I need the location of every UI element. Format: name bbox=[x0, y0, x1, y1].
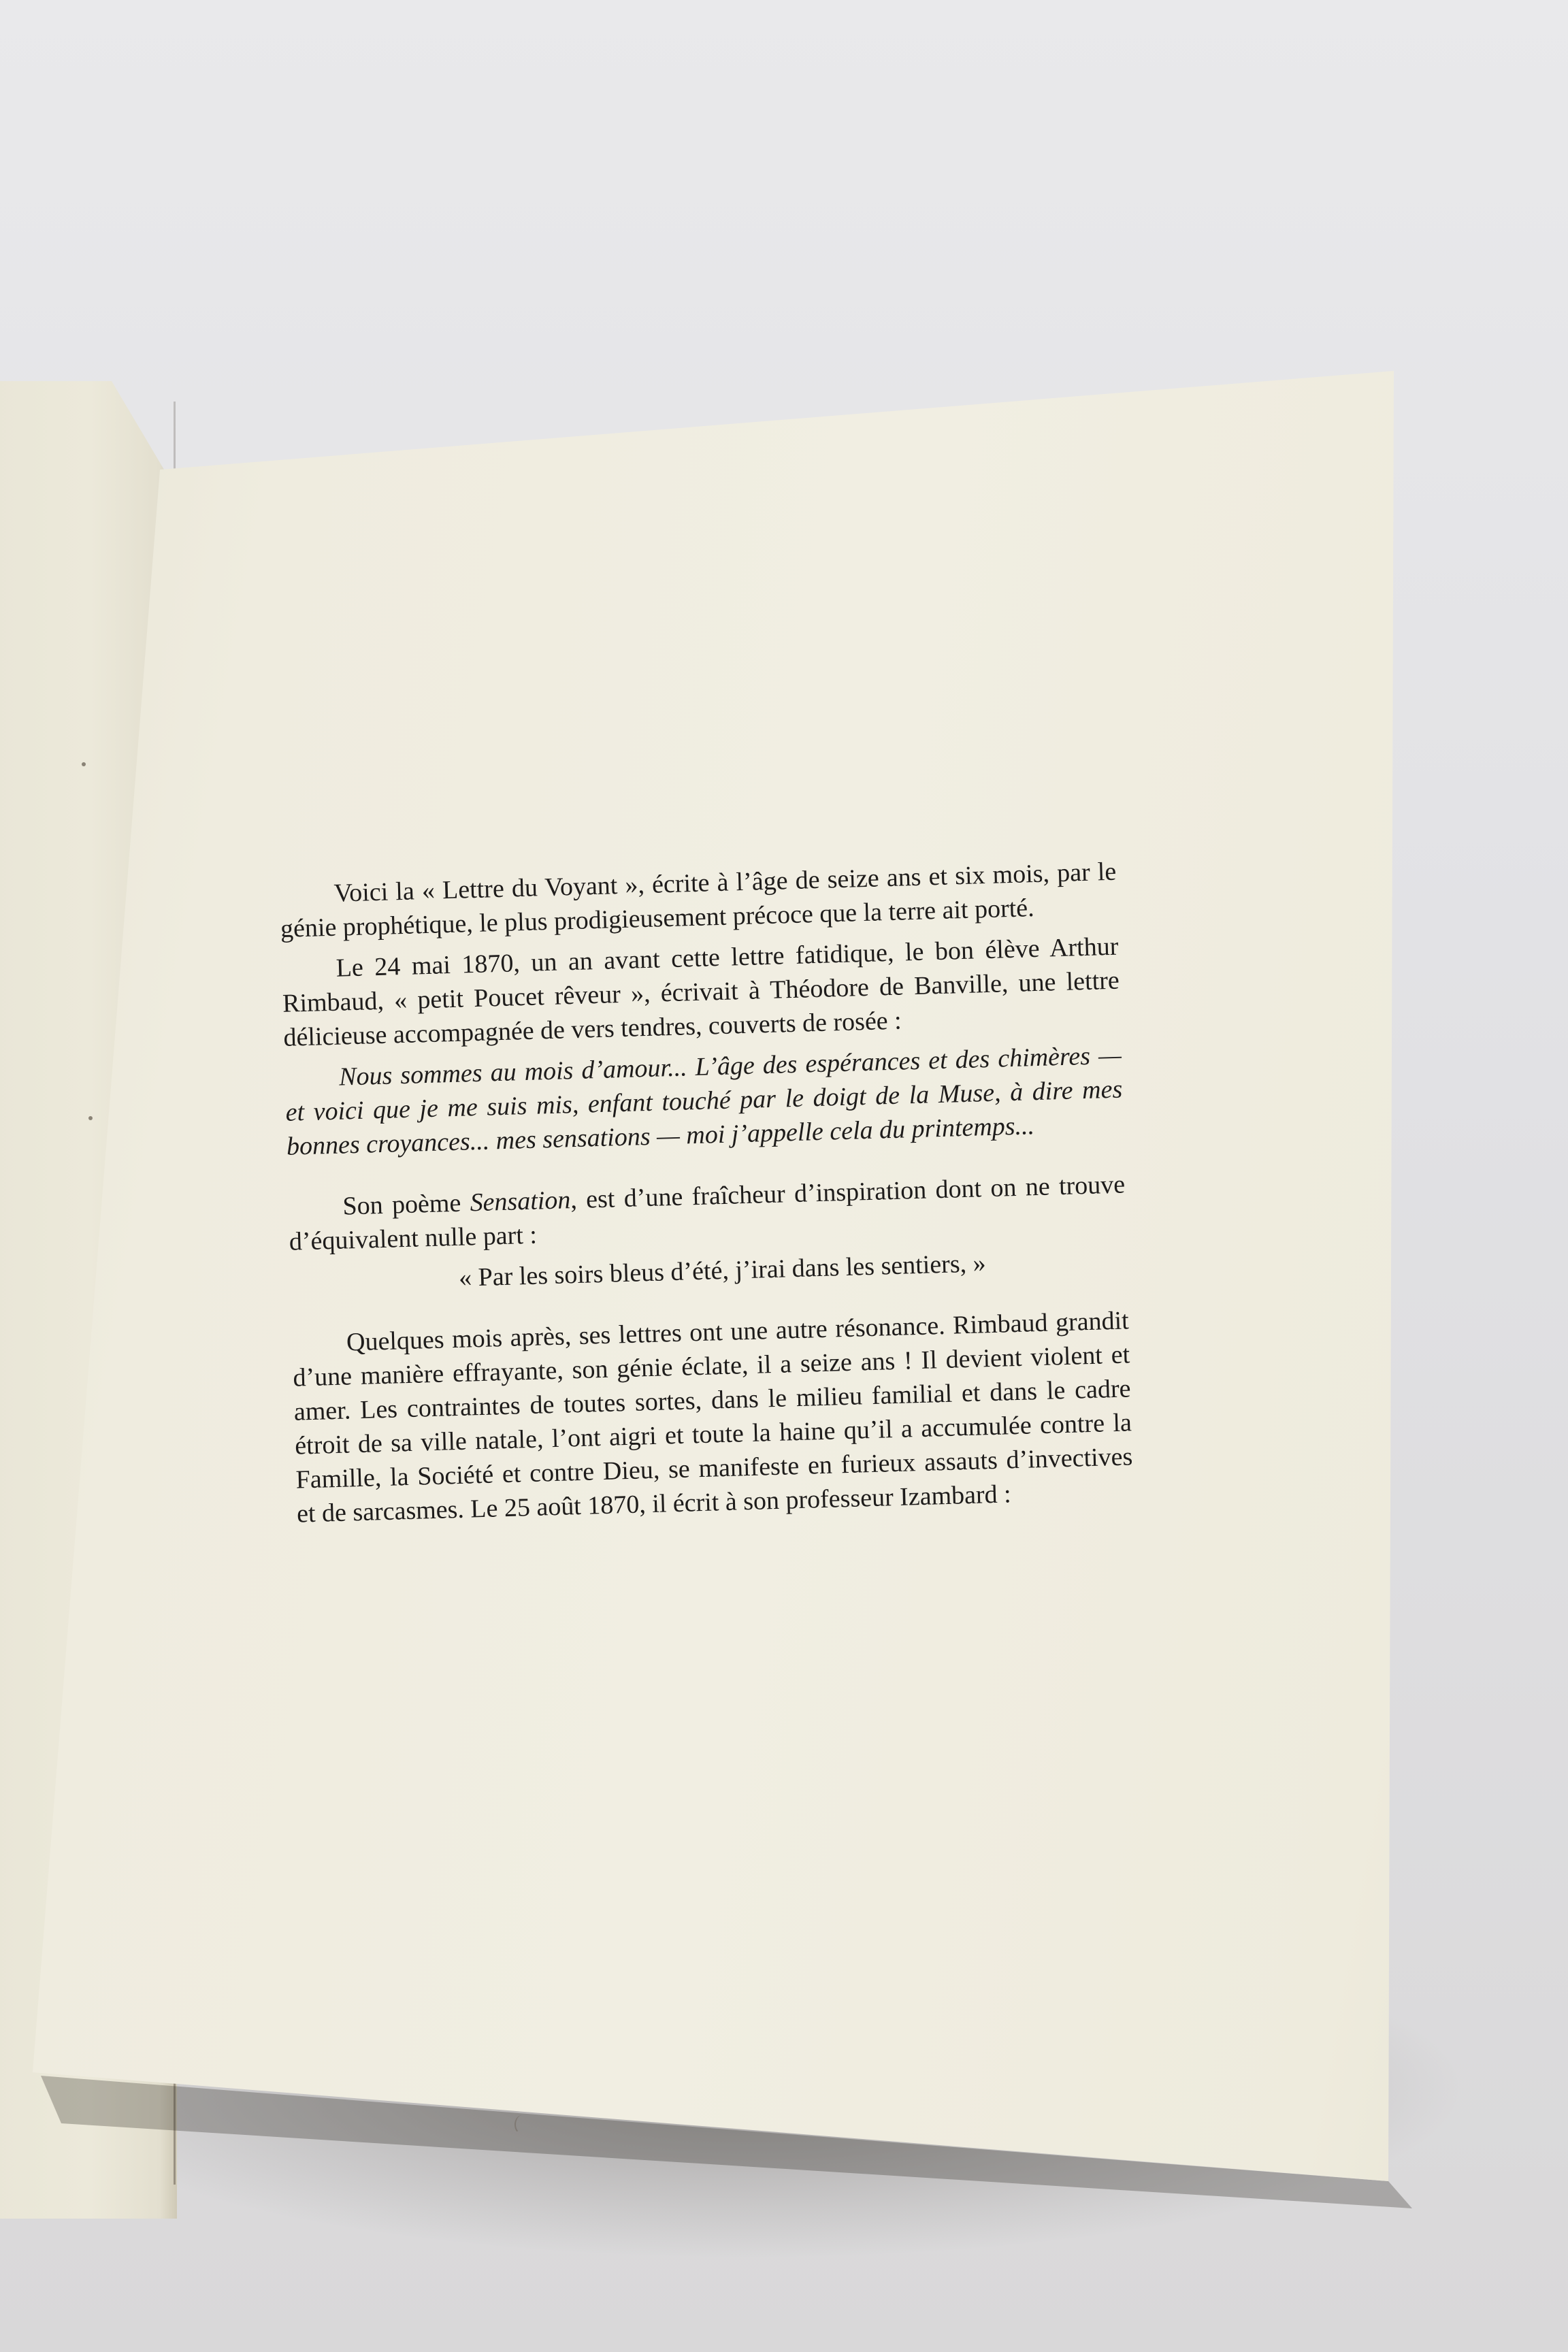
paper-mark bbox=[514, 2115, 529, 2134]
sensation-title: Sensation bbox=[470, 1186, 571, 1218]
paragraph-banville-letter: Le 24 mai 1870, un an avant cette lettre fatidique, le bon élève Arthur Rimbaud, « petit Poucet rêveur », écrivait à Théodore de Banville, une lettre délicieuse accompagnée de vers tendres, couverts de rosée : bbox=[282, 932, 1120, 1052]
paragraph-intro: Voici la « Lettre du Voyant », écrite à l’âge de seize ans et six mois, par le génie prophétique, le plus prodigieusement précoce que la terre ait porté. bbox=[280, 857, 1117, 943]
page-text bbox=[279, 855, 1134, 1531]
paragraph-letter-quote: Nous sommes au mois d’amour... L’âge des espérances et des chimères — et voici que je me suis mis, enfant touché par le doigt de la Muse, à dire mes bonnes croyances... mes sensations — moi j’appelle cela du printemps... bbox=[285, 1041, 1123, 1161]
binding-stitch bbox=[88, 1116, 93, 1120]
poem-quote-line: « Par les soirs bleus d’été, j’irai dans les sentiers, » bbox=[458, 1249, 987, 1292]
sensation-text-after: , est d’une fraîcheur d’inspiration dont on ne trouve d’équivalent nulle part : bbox=[289, 1170, 1126, 1256]
binding-stitch bbox=[82, 762, 86, 766]
paragraph-izambard: Quelques mois après, ses lettres ont une autre résonance. Rimbaud grandit d’une manière effrayante, son génie éclate, il a seize ans ! Il devient violent et amer. Les contraintes de toutes sortes, dans le milieu familial et dans le cadre étroit de sa ville natale, l’ont aigri et toute la haine qu’il a accumulée contre la Famille, la Société et contre Dieu, se manifeste en furieux assauts d’invectives et de sarcasmes. Le 25 août 1870, il écrit à son professeur Izambard : bbox=[292, 1306, 1133, 1529]
sensation-text-before: Son poème bbox=[342, 1188, 471, 1221]
